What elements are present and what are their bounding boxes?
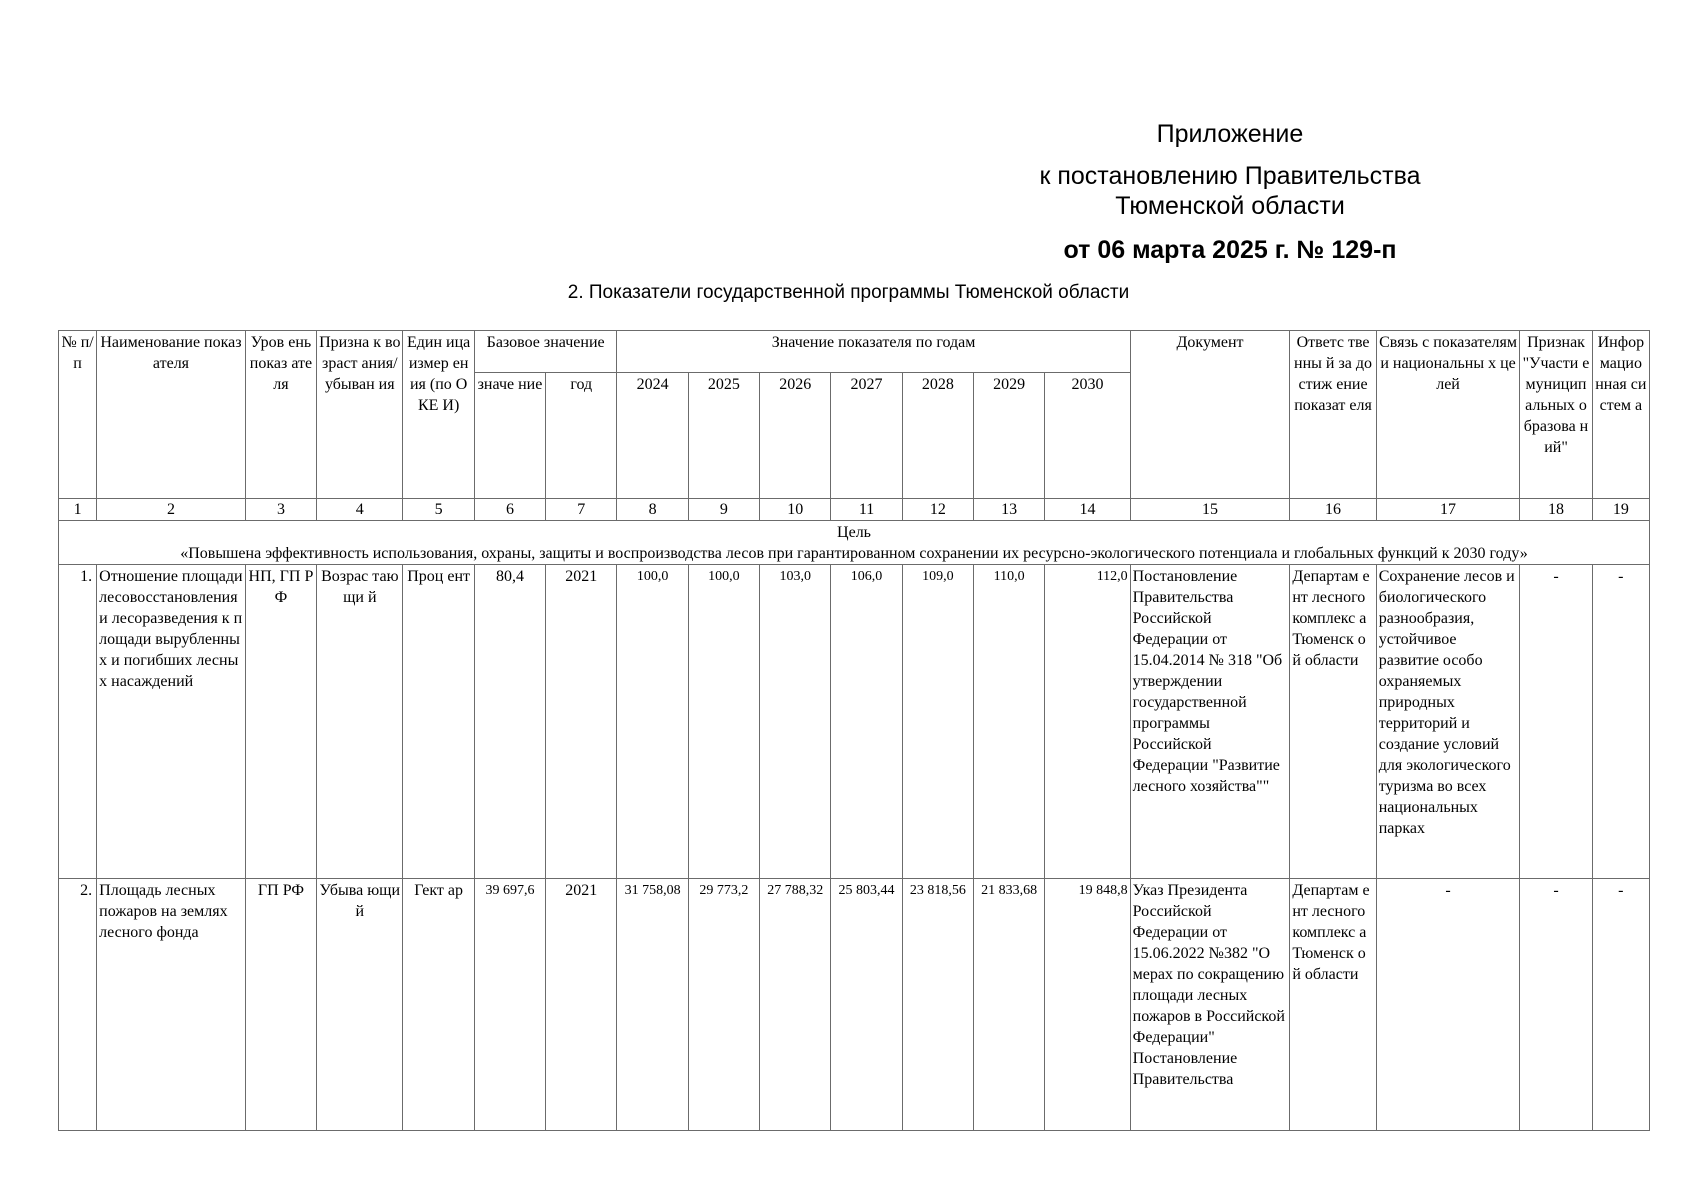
column-number: 8 xyxy=(617,499,688,521)
row-value-2028: 23 818,56 xyxy=(902,879,973,1131)
section-title: 2. Показатели государственной программы Тюменской области xyxy=(567,282,1130,303)
appendix-title: Приложение xyxy=(1156,120,1304,148)
col-header-name: Наименование показателя xyxy=(97,331,246,499)
col-header-year-2025: 2025 xyxy=(688,373,759,499)
col-header-responsible: Ответс твенны й за достиж ение показат еля xyxy=(1290,331,1376,499)
row-link: - xyxy=(1376,879,1520,1131)
col-header-base: Базовое значение xyxy=(474,331,617,373)
col-header-link: Связь с показателями национальны х целей xyxy=(1376,331,1520,499)
row-num: 2. xyxy=(59,879,97,1131)
row-base-value: 80,4 xyxy=(474,565,545,879)
col-header-info-system: Инфор мацио нная систем а xyxy=(1592,331,1649,499)
col-header-document: Документ xyxy=(1130,331,1290,499)
row-value-2024: 100,0 xyxy=(617,565,688,879)
row-document: Постановление Правительства Российской Федерации от 15.04.2014 № 318 "Об утверждении государственной программы Российской Федерации "Развитие лесного хозяйства"" xyxy=(1130,565,1290,879)
column-number: 14 xyxy=(1045,499,1130,521)
row-info-system: - xyxy=(1592,879,1649,1131)
col-header-year-2028: 2028 xyxy=(902,373,973,499)
goal-label: Цель xyxy=(837,524,871,541)
row-name: Площадь лесных пожаров на землях лесного фонда xyxy=(97,879,246,1131)
row-value-2026: 27 788,32 xyxy=(760,879,831,1131)
row-municipal: - xyxy=(1520,879,1592,1131)
column-number: 18 xyxy=(1520,499,1592,521)
column-number: 17 xyxy=(1376,499,1520,521)
column-number: 7 xyxy=(546,499,617,521)
column-number: 9 xyxy=(688,499,759,521)
column-number: 3 xyxy=(245,499,316,521)
column-number-row xyxy=(59,499,1650,521)
col-header-base-year: год xyxy=(546,373,617,499)
column-number: 10 xyxy=(760,499,831,521)
row-value-2024: 31 758,08 xyxy=(617,879,688,1131)
row-unit: Гект ар xyxy=(403,879,474,1131)
table-row xyxy=(59,879,1650,1131)
row-base-value: 39 697,6 xyxy=(474,879,545,1131)
col-header-unit: Един ица измер ения (по ОКЕ И) xyxy=(403,331,474,499)
column-number: 5 xyxy=(403,499,474,521)
row-municipal: - xyxy=(1520,565,1592,879)
column-number: 2 xyxy=(97,499,246,521)
column-number: 19 xyxy=(1592,499,1649,521)
appendix-reference: к постановлению Правительства Тюменской области xyxy=(1039,162,1421,220)
row-level: ГП РФ xyxy=(245,879,316,1131)
row-base-year: 2021 xyxy=(546,879,617,1131)
row-value-2030: 112,0 xyxy=(1045,565,1130,879)
row-value-2025: 100,0 xyxy=(688,565,759,879)
col-header-year-2029: 2029 xyxy=(974,373,1045,499)
col-header-years-group: Значение показателя по годам xyxy=(617,331,1130,373)
indicators-table xyxy=(58,330,1650,1131)
column-number: 16 xyxy=(1290,499,1376,521)
goal-row xyxy=(59,521,1650,565)
row-unit: Проц ент xyxy=(403,565,474,879)
goal-cell xyxy=(59,521,1650,565)
row-value-2027: 106,0 xyxy=(831,565,902,879)
col-header-year-2026: 2026 xyxy=(760,373,831,499)
col-header-year-2027: 2027 xyxy=(831,373,902,499)
row-value-2029: 21 833,68 xyxy=(974,879,1045,1131)
row-responsible: Департам ент лесного комплекс а Тюменск ой области xyxy=(1290,565,1376,879)
col-header-num: № п/ п xyxy=(59,331,97,499)
column-number: 13 xyxy=(974,499,1045,521)
row-num: 1. xyxy=(59,565,97,879)
row-base-year: 2021 xyxy=(546,565,617,879)
row-trend: Возрас тающи й xyxy=(317,565,403,879)
row-responsible: Департам ент лесного комплекс а Тюменск ой области xyxy=(1290,879,1376,1131)
table-row xyxy=(59,565,1650,879)
row-level: НП, ГП РФ xyxy=(245,565,316,879)
col-header-year-2024: 2024 xyxy=(617,373,688,499)
row-value-2025: 29 773,2 xyxy=(688,879,759,1131)
row-value-2030: 19 848,8 xyxy=(1045,879,1130,1131)
column-number: 4 xyxy=(317,499,403,521)
row-name: Отношение площади лесовосстановления и лесоразведения к площади вырубленных и погибших лесных насаждений xyxy=(97,565,246,879)
goal-text: «Повышена эффективность использования, охраны, защиты и воспроизводства лесов при гарантированном сохранении их ресурсно-экологического потенциала и глобальных функций к 2030 году» xyxy=(180,545,1528,562)
column-number: 6 xyxy=(474,499,545,521)
column-number: 1 xyxy=(59,499,97,521)
col-header-base-value: значе ние xyxy=(474,373,545,499)
row-trend: Убыва ющий xyxy=(317,879,403,1131)
row-info-system: - xyxy=(1592,565,1649,879)
col-header-level: Уров ень показ ателя xyxy=(245,331,316,499)
column-number: 11 xyxy=(831,499,902,521)
col-header-municipal: Признак "Участи е муницип альных образова ний" xyxy=(1520,331,1592,499)
col-header-year-2030: 2030 xyxy=(1045,373,1130,499)
row-value-2028: 109,0 xyxy=(902,565,973,879)
header-row-1 xyxy=(59,331,1650,373)
row-value-2029: 110,0 xyxy=(974,565,1045,879)
row-document: Указ Президента Российской Федерации от 15.06.2022 №382 "О мерах по сокращению площади лесных пожаров в Российской Федерации" Постановление Правительства xyxy=(1130,879,1290,1131)
col-header-trend: Призна к возраст ания/ убыван ия xyxy=(317,331,403,499)
column-number: 12 xyxy=(902,499,973,521)
row-value-2026: 103,0 xyxy=(760,565,831,879)
row-value-2027: 25 803,44 xyxy=(831,879,902,1131)
row-link: Сохранение лесов и биологического разнообразия, устойчивое развитие особо охраняемых природных территорий и создание условий для экологического туризма во всех национальных парках xyxy=(1376,565,1520,879)
appendix-date-number: от 06 марта 2025 г. № 129-п xyxy=(1063,236,1397,264)
column-number: 15 xyxy=(1130,499,1290,521)
